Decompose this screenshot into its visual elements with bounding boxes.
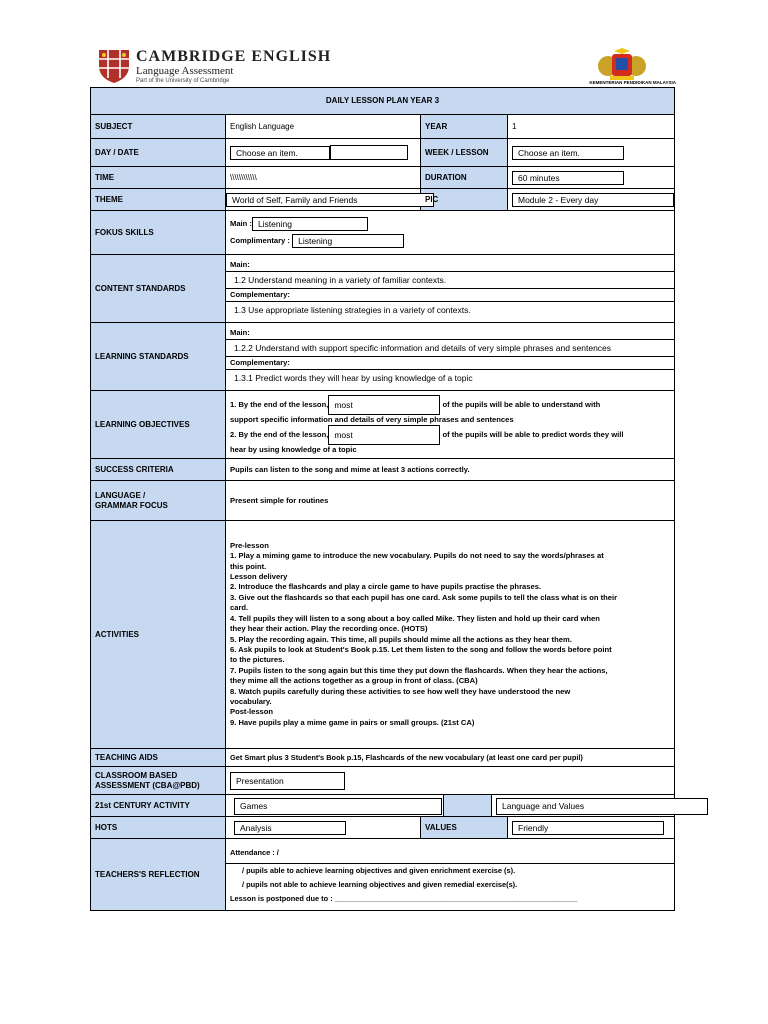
- topic-field[interactable]: Module 2 - Every day: [512, 193, 674, 207]
- activity-line: 7. Pupils listen to the song again but this time they put down the flashcards. When they hear the actions,: [230, 665, 608, 675]
- ls-main-label: Main:: [230, 328, 250, 337]
- lesson-plan-table: [90, 87, 675, 911]
- subject-value: English Language: [226, 115, 421, 139]
- focus-skills-label: FOKUS SKILLS: [91, 211, 226, 255]
- ministry-name: KEMENTERIAN PENDIDIKAN MALAYSIA: [589, 80, 676, 85]
- cambridge-subtitle: Language Assessment: [136, 65, 234, 77]
- duration-label: DURATION: [421, 167, 508, 189]
- day-extra-field[interactable]: [330, 145, 408, 160]
- cs-main-label: Main:: [230, 260, 250, 269]
- teaching-aids-value: Get Smart plus 3 Student's Book p.15, Flashcards of the new vocabulary (at least one card per pupil): [226, 749, 675, 767]
- time-value: \\\\\\\\\\\\: [226, 167, 421, 189]
- activity-line: they mime all the actions together as a group in front of class. (CBA): [230, 676, 478, 686]
- c21-field[interactable]: Games: [234, 798, 442, 815]
- main-skill-label: Main :: [230, 219, 252, 229]
- subject-label: SUBJECT: [91, 115, 226, 139]
- activity-line: this point.: [230, 561, 267, 571]
- values-field[interactable]: Friendly: [512, 821, 664, 835]
- reflection-label: TEACHERS'S REFLECTION: [91, 839, 226, 911]
- activity-line: 1. Play a miming game to introduce the new vocabulary. Pupils do not need to say the words/phrases at: [230, 551, 604, 561]
- c21-label: 21st CENTURY ACTIVITY: [91, 795, 226, 817]
- activity-line: 3. Give out the flashcards so that each pupil has one card. Ask some pupils to tell the class what is on their: [230, 592, 618, 602]
- time-label: TIME: [91, 167, 226, 189]
- duration-field[interactable]: 60 minutes: [512, 171, 624, 185]
- activity-line: 4. Tell pupils they will listen to a song about a boy called Mike. They listen and hold up their card when: [230, 613, 600, 623]
- success-criteria-value: Pupils can listen to the song and mime at least 3 actions correctly.: [226, 459, 675, 481]
- hots-field[interactable]: Analysis: [234, 821, 346, 835]
- activities-list: [226, 521, 675, 749]
- day-label: DAY / DATE: [91, 139, 226, 167]
- obj2-suffix: of the pupils will be able to predict words they will: [442, 429, 624, 439]
- activity-line: 8. Watch pupils carefully during these activities to see how well they have understood the new: [230, 686, 571, 696]
- week-label: WEEK / LESSON: [421, 139, 508, 167]
- activity-line: Lesson delivery: [230, 572, 288, 582]
- activity-line: they hear their action. Play the recording once. (HOTS): [230, 624, 428, 634]
- reflection-line-1: / pupils able to achieve learning objectives and given enrichment exercise (s).: [242, 865, 516, 875]
- obj1-prefix: 1. By the end of the lesson,: [230, 399, 329, 409]
- activity-line: 6. Ask pupils to look at Student's Book p.15. Let them listen to the song and follow the words before point: [230, 644, 612, 654]
- cba-field[interactable]: Presentation: [230, 772, 345, 790]
- comp-skill-label: Complimentary :: [230, 236, 290, 246]
- content-standards-label: CONTENT STANDARDS: [91, 255, 226, 323]
- reflection-line-2: / pupils not able to achieve learning objectives and given remedial exercise(s).: [242, 879, 518, 889]
- activity-line: Post-lesson: [230, 707, 274, 717]
- theme-field[interactable]: World of Self, Family and Friends: [226, 193, 434, 207]
- cambridge-tagline: Part of the University of Cambridge: [136, 78, 230, 84]
- cs-main-field[interactable]: 1.2 Understand meaning in a variety of familiar contexts.: [226, 271, 674, 289]
- language-label-1: LANGUAGE /: [95, 490, 146, 500]
- year-value: 1: [508, 115, 675, 139]
- teaching-aids-label: TEACHING AIDS: [91, 749, 226, 767]
- topic-label: PIC: [421, 189, 508, 211]
- malaysia-crest-icon: [580, 48, 664, 84]
- cs-comp-field[interactable]: 1.3 Use appropriate listening strategies in a variety of contexts.: [226, 301, 674, 318]
- day-select[interactable]: Choose an item.: [230, 146, 330, 160]
- obj2-continued: hear by using knowledge of a topic: [230, 444, 357, 454]
- c21-spacer: [443, 795, 492, 816]
- cs-comp-label: Complementary:: [230, 290, 290, 299]
- obj2-choice[interactable]: most: [328, 425, 440, 445]
- activity-line: to the pictures.: [230, 655, 285, 665]
- ls-comp-field[interactable]: 1.3.1 Predict words they will hear by using knowledge of a topic: [226, 369, 674, 386]
- theme-label: THEME: [91, 189, 226, 211]
- obj2-prefix: 2. By the end of the lesson,: [230, 429, 329, 439]
- language-label-2: GRAMMAR FOCUS: [95, 500, 168, 510]
- ls-main-field[interactable]: 1.2.2 Understand with support specific information and details of very simple phrases and sentences: [226, 339, 674, 357]
- language-value: Present simple for routines: [226, 481, 675, 521]
- week-select[interactable]: Choose an item.: [512, 146, 624, 160]
- cba-label-1: CLASSROOM BASED: [95, 770, 178, 780]
- activity-line: Pre-lesson: [230, 540, 269, 550]
- plan-title: DAILY LESSON PLAN YEAR 3: [91, 88, 675, 115]
- activity-line: 2. Introduce the flashcards and play a circle game to have pupils practise the phrases.: [230, 582, 542, 592]
- obj1-continued: support specific information and details of very simple phrases and sentences: [230, 414, 514, 424]
- cambridge-title: CAMBRIDGE ENGLISH: [136, 48, 332, 65]
- year-label: YEAR: [421, 115, 508, 139]
- activity-line: 5. Play the recording again. This time, all pupils should mime all the actions as they hear them.: [230, 634, 572, 644]
- activities-label: ACTIVITIES: [91, 521, 226, 749]
- learning-standards-label: LEARNING STANDARDS: [91, 323, 226, 391]
- cambridge-shield-icon: [96, 48, 132, 84]
- attendance-line: Attendance : /: [226, 844, 674, 864]
- activity-line: card.: [230, 603, 249, 613]
- success-criteria-label: SUCCESS CRITERIA: [91, 459, 226, 481]
- obj1-choice[interactable]: most: [328, 395, 440, 415]
- document-header: [96, 48, 676, 88]
- main-skill-field[interactable]: Listening: [252, 217, 368, 231]
- hots-label: HOTS: [91, 817, 226, 839]
- activity-line: 9. Have pupils play a mime game in pairs or small groups. (21st CA): [230, 717, 475, 727]
- ls-comp-label: Complementary:: [230, 358, 290, 367]
- cba-label-2: ASSESSMENT (CBA@PBD): [95, 780, 200, 790]
- obj1-suffix: of the pupils will be able to understand with: [442, 399, 601, 409]
- learning-objectives-label: LEARNING OBJECTIVES: [91, 391, 226, 459]
- c21-value-field[interactable]: Language and Values: [496, 798, 708, 815]
- postponed-line: Lesson is postponed due to : ___________________________________________________________: [230, 893, 578, 903]
- comp-skill-field[interactable]: Listening: [292, 234, 404, 248]
- values-label: VALUES: [421, 817, 508, 839]
- activity-line: vocabulary.: [230, 696, 272, 706]
